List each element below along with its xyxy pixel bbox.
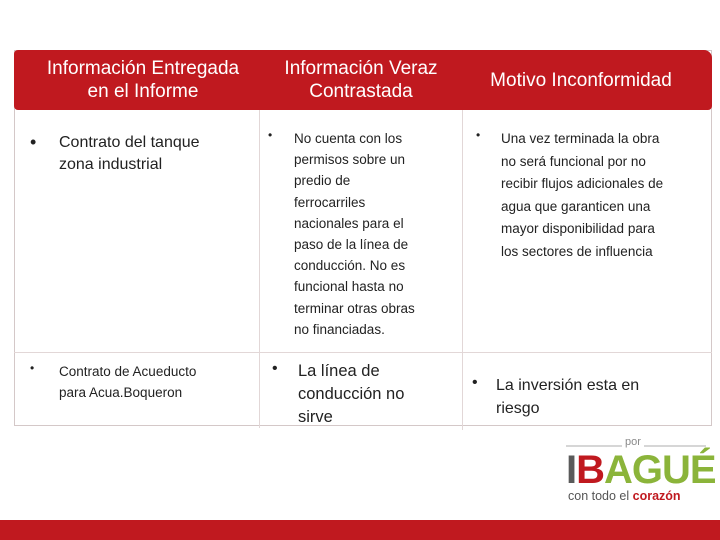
bullet-marker: • (268, 128, 273, 142)
bullet-marker: • (272, 360, 278, 377)
ibague-logo (560, 436, 716, 508)
header-cell-motivo (450, 50, 712, 110)
bullet-marker: • (472, 374, 478, 391)
row2-info-veraz: La línea de conducción no sirve (298, 362, 405, 426)
logo-por-text: por (622, 436, 644, 448)
header-cell-informacion-entregada (14, 50, 272, 110)
row1-motivo: Una vez terminada la obra no será funcional por no recibir flujos adicionales de agua que garanticen una mayor disponibilidad para los sectores de influencia (501, 131, 664, 259)
row2-motivo: La inversión esta en riesgo (496, 377, 640, 417)
tagline-emphasis: corazón (632, 489, 681, 503)
bullet-marker: • (30, 361, 35, 375)
header-cell-informacion-veraz (272, 50, 450, 110)
bullet-marker: • (30, 132, 37, 152)
column-divider (259, 110, 260, 428)
logo-wordmark (566, 448, 716, 492)
bullet-marker: • (476, 128, 481, 142)
logo-tagline (568, 489, 681, 503)
row1-info-veraz: No cuenta con los permisos sobre un predio de ferrocarriles nacionales para el paso de la línea de conducción. No es funcional hasta no terminar otras obras no financiadas. (294, 131, 415, 337)
logo-letter-i: I (566, 448, 577, 492)
table-header (14, 50, 712, 110)
header-label: Información Veraz Contrastada (284, 58, 438, 102)
row2-info-entregada: Contrato de Acueducto para Acua.Boqueron (59, 364, 197, 400)
header-label: Información Entregada en el Informe (46, 58, 240, 102)
logo-heart-b: B (576, 448, 605, 492)
header-label: Motivo Inconformidad (490, 69, 672, 91)
row-divider (14, 352, 712, 353)
footer-bar (0, 520, 720, 540)
tagline-prefix: con todo el (568, 489, 633, 503)
logo-letters-ague: AGUÉ (604, 448, 716, 492)
row1-info-entregada: Contrato del tanque zona industrial (59, 134, 200, 173)
column-divider (462, 110, 463, 430)
